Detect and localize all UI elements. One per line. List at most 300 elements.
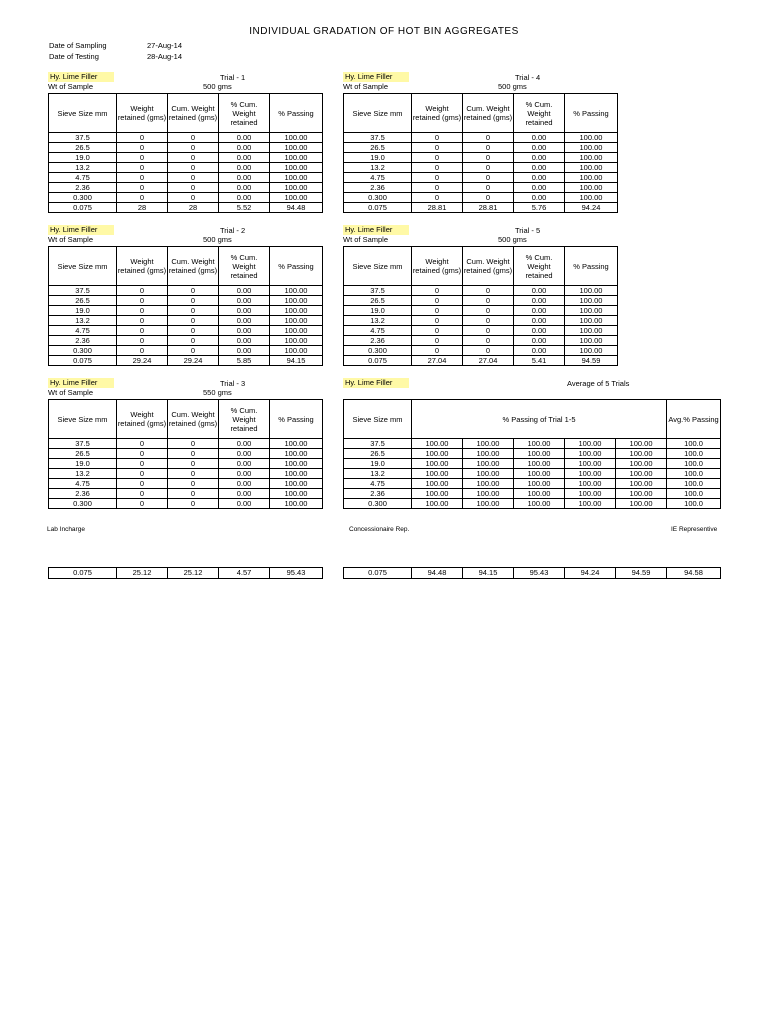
cell-weight: 0 [117, 489, 168, 499]
cell-pct-passing: 100.00 [565, 296, 618, 306]
cell-cum-weight: 0 [168, 336, 219, 346]
cell-weight: 0 [117, 439, 168, 449]
cell: 4.57 [219, 568, 270, 579]
cell-sieve: 13.2 [49, 316, 117, 326]
trial-5-table [343, 246, 618, 366]
cell-trial-2-passing: 100.00 [463, 459, 514, 469]
cell-weight: 0 [117, 449, 168, 459]
cell-trial-1-passing: 100.00 [412, 449, 463, 459]
cell-sieve: 37.5 [49, 133, 117, 143]
table-row [49, 439, 323, 449]
cell-pct-cum: 0.00 [219, 316, 270, 326]
cell-sieve: 26.5 [49, 143, 117, 153]
cell-pct-passing: 100.00 [270, 306, 323, 316]
cell-cum-weight: 0 [168, 286, 219, 296]
cell-sieve: 4.75 [49, 326, 117, 336]
cell-trial-2-passing: 100.00 [463, 439, 514, 449]
table-row [49, 173, 323, 183]
cell-pct-cum: 5.41 [514, 356, 565, 366]
cell-pct-passing: 100.00 [565, 326, 618, 336]
trial-3-bottom-row [48, 567, 323, 579]
cell-avg-passing: 100.0 [667, 489, 721, 499]
cell-weight: 0 [412, 193, 463, 203]
cell-weight: 28 [117, 203, 168, 213]
header-pct-cum: % Cum. Weight retained [514, 94, 565, 133]
cell-avg-passing: 100.0 [667, 479, 721, 489]
cell-pct-cum: 0.00 [219, 133, 270, 143]
cell-pct-cum: 0.00 [219, 173, 270, 183]
cell-trial-3-passing: 100.00 [514, 449, 565, 459]
table-row [344, 173, 618, 183]
cell-sieve: 0.075 [49, 203, 117, 213]
cell-trial-2-passing: 100.00 [463, 499, 514, 509]
trial-4-table [343, 93, 618, 213]
cell: 94.48 [412, 568, 463, 579]
cell-sieve: 0.300 [49, 193, 117, 203]
cell-pct-passing: 100.00 [270, 193, 323, 203]
cell-pct-cum: 0.00 [219, 306, 270, 316]
cell-pct-cum: 0.00 [514, 143, 565, 153]
cell-cum-weight: 0 [168, 163, 219, 173]
cell-sieve: 19.0 [49, 459, 117, 469]
trial-4-title: Trial - 4 [515, 73, 541, 82]
cell-cum-weight: 0 [463, 326, 514, 336]
cell-sieve: 37.5 [344, 439, 412, 449]
header-pct-passing: % Passing [565, 247, 618, 286]
cell-trial-1-passing: 100.00 [412, 439, 463, 449]
cell-trial-3-passing: 100.00 [514, 489, 565, 499]
cell-trial-1-passing: 100.00 [412, 469, 463, 479]
table-row [344, 479, 721, 489]
trial-4-wt-label: Wt of Sample [343, 82, 389, 91]
cell: 94.24 [565, 568, 616, 579]
cell-weight: 0 [117, 459, 168, 469]
table-row [344, 326, 618, 336]
table-row [49, 469, 323, 479]
cell-weight: 0 [117, 306, 168, 316]
header-cum-weight: Cum. Weight retained (gms) [463, 247, 514, 286]
cell-pct-passing: 100.00 [270, 489, 323, 499]
average-material-label: Hy. Lime Filler [343, 378, 409, 388]
cell-sieve: 0.300 [49, 346, 117, 356]
table-row [344, 193, 618, 203]
cell-weight: 0 [117, 296, 168, 306]
cell-cum-weight: 0 [168, 153, 219, 163]
table-row [344, 143, 618, 153]
lab-incharge-label: Lab Incharge [47, 526, 85, 533]
table-row [49, 336, 323, 346]
cell-pct-passing: 100.00 [565, 193, 618, 203]
cell-sieve: 37.5 [49, 286, 117, 296]
header-cum-weight: Cum. Weight retained (gms) [463, 94, 514, 133]
trial-2-table [48, 246, 323, 366]
cell-pct-passing: 100.00 [565, 173, 618, 183]
table-row [49, 489, 323, 499]
cell-pct-cum: 0.00 [514, 326, 565, 336]
table-row [344, 296, 618, 306]
cell-sieve: 19.0 [49, 153, 117, 163]
header-weight: Weight retained (gms) [117, 94, 168, 133]
cell-pct-passing: 100.00 [270, 336, 323, 346]
cell-trial-5-passing: 100.00 [616, 479, 667, 489]
cell-pct-passing: 100.00 [270, 296, 323, 306]
cell-pct-cum: 0.00 [219, 183, 270, 193]
table-row [344, 439, 721, 449]
cell-sieve: 26.5 [344, 449, 412, 459]
table-row [344, 346, 618, 356]
cell-avg-passing: 100.0 [667, 499, 721, 509]
cell-trial-1-passing: 100.00 [412, 499, 463, 509]
cell-pct-cum: 0.00 [219, 163, 270, 173]
cell: 0.075 [344, 568, 412, 579]
date-sampling-label: Date of Sampling [49, 41, 107, 50]
header-pct-passing: % Passing [270, 247, 323, 286]
cell-pct-passing: 100.00 [270, 133, 323, 143]
table-row [344, 469, 721, 479]
cell-trial-3-passing: 100.00 [514, 499, 565, 509]
average-title: Average of 5 Trials [567, 379, 630, 388]
table-row [49, 356, 323, 366]
cell: 25.12 [168, 568, 219, 579]
cell-cum-weight: 0 [463, 163, 514, 173]
header-pct-cum: % Cum. Weight retained [219, 247, 270, 286]
cell-sieve: 37.5 [49, 439, 117, 449]
cell-weight: 0 [117, 193, 168, 203]
cell-weight: 0 [412, 286, 463, 296]
cell-sieve: 2.36 [49, 183, 117, 193]
cell-weight: 0 [412, 296, 463, 306]
cell-sieve: 4.75 [344, 326, 412, 336]
cell-cum-weight: 0 [168, 449, 219, 459]
cell-trial-3-passing: 100.00 [514, 469, 565, 479]
cell-sieve: 2.36 [49, 489, 117, 499]
cell-trial-2-passing: 100.00 [463, 469, 514, 479]
cell-cum-weight: 29.24 [168, 356, 219, 366]
cell-trial-5-passing: 100.00 [616, 489, 667, 499]
cell-sieve: 4.75 [49, 173, 117, 183]
trial-5-wt-value: 500 gms [498, 235, 527, 244]
cell-pct-passing: 94.48 [270, 203, 323, 213]
cell-pct-cum: 0.00 [219, 326, 270, 336]
cell-cum-weight: 0 [168, 459, 219, 469]
header-pct-cum: % Cum. Weight retained [514, 247, 565, 286]
cell-sieve: 13.2 [344, 316, 412, 326]
cell-pct-cum: 0.00 [219, 286, 270, 296]
cell-weight: 0 [412, 143, 463, 153]
cell-weight: 0 [117, 143, 168, 153]
cell-cum-weight: 28.81 [463, 203, 514, 213]
cell: 95.43 [514, 568, 565, 579]
cell-trial-5-passing: 100.00 [616, 439, 667, 449]
table-row [344, 316, 618, 326]
cell-avg-passing: 100.0 [667, 439, 721, 449]
cell-sieve: 26.5 [49, 296, 117, 306]
header-weight: Weight retained (gms) [412, 247, 463, 286]
cell: 94.58 [667, 568, 721, 579]
trial-1-wt-label: Wt of Sample [48, 82, 94, 91]
table-row [344, 133, 618, 143]
cell-pct-cum: 0.00 [219, 153, 270, 163]
cell-sieve: 26.5 [344, 143, 412, 153]
cell-cum-weight: 28 [168, 203, 219, 213]
table-row [344, 286, 618, 296]
cell-sieve: 19.0 [344, 153, 412, 163]
table-row [49, 306, 323, 316]
date-testing-label: Date of Testing [49, 52, 99, 61]
cell-cum-weight: 0 [168, 316, 219, 326]
table-row [344, 183, 618, 193]
cell-pct-cum: 5.85 [219, 356, 270, 366]
header-sieve: Sieve Size mm [49, 247, 117, 286]
cell-pct-cum: 0.00 [219, 439, 270, 449]
cell-trial-1-passing: 100.00 [412, 459, 463, 469]
cell-weight: 0 [117, 133, 168, 143]
cell-weight: 0 [117, 469, 168, 479]
cell-sieve: 0.300 [344, 346, 412, 356]
cell-pct-passing: 100.00 [565, 336, 618, 346]
cell-pct-cum: 0.00 [219, 296, 270, 306]
cell-cum-weight: 0 [463, 316, 514, 326]
cell-pct-passing: 100.00 [270, 499, 323, 509]
cell-weight: 28.81 [412, 203, 463, 213]
cell-sieve: 4.75 [344, 173, 412, 183]
cell-sieve: 26.5 [344, 296, 412, 306]
table-row [344, 306, 618, 316]
cell-pct-passing: 100.00 [565, 153, 618, 163]
cell-sieve: 13.2 [344, 469, 412, 479]
table-row [344, 449, 721, 459]
cell-trial-1-passing: 100.00 [412, 489, 463, 499]
cell-pct-passing: 100.00 [565, 346, 618, 356]
trial-3-wt-value: 550 gms [203, 388, 232, 397]
cell-pct-cum: 0.00 [514, 316, 565, 326]
cell-trial-2-passing: 100.00 [463, 449, 514, 459]
cell-sieve: 13.2 [49, 163, 117, 173]
trial-2-wt-value: 500 gms [203, 235, 232, 244]
table-row [344, 459, 721, 469]
cell-weight: 0 [117, 346, 168, 356]
cell-weight: 0 [412, 316, 463, 326]
cell-pct-cum: 0.00 [219, 449, 270, 459]
cell-avg-passing: 100.0 [667, 459, 721, 469]
cell: 94.15 [463, 568, 514, 579]
header-pct-passing: % Passing [270, 400, 323, 439]
cell-pct-cum: 0.00 [514, 306, 565, 316]
cell: 95.43 [270, 568, 323, 579]
cell-sieve: 2.36 [344, 489, 412, 499]
cell-cum-weight: 0 [168, 469, 219, 479]
cell-pct-cum: 0.00 [514, 133, 565, 143]
cell: 0.075 [49, 568, 117, 579]
cell-weight: 0 [412, 326, 463, 336]
header-weight: Weight retained (gms) [412, 94, 463, 133]
cell-pct-cum: 0.00 [514, 286, 565, 296]
cell-pct-passing: 100.00 [565, 143, 618, 153]
cell-pct-passing: 100.00 [270, 326, 323, 336]
table-row [49, 499, 323, 509]
cell-pct-passing: 100.00 [270, 439, 323, 449]
ie-representative-label: IE Representive [671, 526, 718, 533]
cell-weight: 0 [412, 153, 463, 163]
cell-trial-4-passing: 100.00 [565, 479, 616, 489]
cell-cum-weight: 0 [168, 479, 219, 489]
cell-pct-passing: 100.00 [270, 479, 323, 489]
table-row [344, 336, 618, 346]
table-row [49, 296, 323, 306]
cell-sieve: 37.5 [344, 133, 412, 143]
cell-weight: 0 [412, 346, 463, 356]
cell-pct-cum: 0.00 [219, 193, 270, 203]
cell-pct-cum: 5.76 [514, 203, 565, 213]
cell-cum-weight: 0 [168, 296, 219, 306]
trial-3-title: Trial - 3 [220, 379, 246, 388]
cell-pct-passing: 100.00 [270, 153, 323, 163]
table-row [49, 568, 323, 579]
cell-trial-4-passing: 100.00 [565, 459, 616, 469]
cell-pct-cum: 5.52 [219, 203, 270, 213]
cell-weight: 0 [412, 163, 463, 173]
header-sieve: Sieve Size mm [49, 400, 117, 439]
page-title: INDIVIDUAL GRADATION OF HOT BIN AGGREGATES [249, 26, 519, 37]
cell-weight: 0 [117, 153, 168, 163]
cell-sieve: 19.0 [344, 306, 412, 316]
cell-cum-weight: 0 [168, 173, 219, 183]
cell-cum-weight: 0 [168, 439, 219, 449]
cell-pct-cum: 0.00 [514, 193, 565, 203]
cell-sieve: 19.0 [344, 459, 412, 469]
avg-header-sieve: Sieve Size mm [344, 400, 412, 439]
avg-header-avg: Avg.% Passing [667, 400, 721, 439]
cell-cum-weight: 0 [168, 183, 219, 193]
trial-5-title: Trial - 5 [515, 226, 541, 235]
table-row [344, 356, 618, 366]
trial-5-material-label: Hy. Lime Filler [343, 225, 409, 235]
cell-sieve: 4.75 [344, 479, 412, 489]
cell-pct-passing: 100.00 [270, 173, 323, 183]
cell-sieve: 0.075 [344, 356, 412, 366]
cell-trial-4-passing: 100.00 [565, 499, 616, 509]
cell-avg-passing: 100.0 [667, 469, 721, 479]
cell-pct-cum: 0.00 [219, 459, 270, 469]
cell-cum-weight: 0 [463, 346, 514, 356]
trial-4-material-label: Hy. Lime Filler [343, 72, 409, 82]
cell-pct-passing: 100.00 [565, 183, 618, 193]
cell-weight: 0 [117, 336, 168, 346]
table-row [49, 316, 323, 326]
trial-2-wt-label: Wt of Sample [48, 235, 94, 244]
cell-sieve: 0.300 [344, 193, 412, 203]
cell-pct-passing: 100.00 [270, 469, 323, 479]
table-row [49, 133, 323, 143]
cell-pct-cum: 0.00 [219, 143, 270, 153]
cell-cum-weight: 0 [463, 143, 514, 153]
table-row [49, 143, 323, 153]
cell-pct-cum: 0.00 [514, 153, 565, 163]
cell: 94.59 [616, 568, 667, 579]
cell-pct-passing: 100.00 [565, 163, 618, 173]
cell-pct-passing: 100.00 [270, 316, 323, 326]
cell-cum-weight: 0 [168, 143, 219, 153]
cell-weight: 0 [412, 336, 463, 346]
cell-pct-passing: 100.00 [270, 449, 323, 459]
cell-cum-weight: 0 [463, 286, 514, 296]
cell-weight: 0 [117, 499, 168, 509]
cell-pct-passing: 100.00 [565, 316, 618, 326]
header-pct-passing: % Passing [565, 94, 618, 133]
cell-cum-weight: 0 [168, 193, 219, 203]
trial-3-material-label: Hy. Lime Filler [48, 378, 114, 388]
cell-sieve: 26.5 [49, 449, 117, 459]
table-row [344, 203, 618, 213]
cell-pct-cum: 0.00 [219, 336, 270, 346]
cell-cum-weight: 0 [463, 336, 514, 346]
cell-pct-cum: 0.00 [219, 469, 270, 479]
header-cum-weight: Cum. Weight retained (gms) [168, 400, 219, 439]
cell-weight: 27.04 [412, 356, 463, 366]
cell-sieve: 4.75 [49, 479, 117, 489]
header-pct-passing: % Passing [270, 94, 323, 133]
cell-pct-cum: 0.00 [219, 346, 270, 356]
cell-sieve: 0.300 [344, 499, 412, 509]
trial-1-material-label: Hy. Lime Filler [48, 72, 114, 82]
cell-pct-passing: 94.59 [565, 356, 618, 366]
cell-weight: 0 [412, 133, 463, 143]
cell-sieve: 0.075 [344, 203, 412, 213]
cell-pct-passing: 100.00 [270, 459, 323, 469]
cell-pct-passing: 100.00 [270, 183, 323, 193]
cell-weight: 29.24 [117, 356, 168, 366]
average-bottom-row [343, 567, 721, 579]
cell-trial-1-passing: 100.00 [412, 479, 463, 489]
cell-cum-weight: 0 [463, 306, 514, 316]
cell-cum-weight: 0 [463, 153, 514, 163]
cell-cum-weight: 0 [168, 346, 219, 356]
header-weight: Weight retained (gms) [117, 247, 168, 286]
trial-5-wt-label: Wt of Sample [343, 235, 389, 244]
trial-2-title: Trial - 2 [220, 226, 246, 235]
cell-avg-passing: 100.0 [667, 449, 721, 459]
cell-trial-2-passing: 100.00 [463, 489, 514, 499]
cell-weight: 0 [412, 306, 463, 316]
date-testing-value: 28-Aug-14 [147, 52, 183, 61]
table-row [344, 489, 721, 499]
cell-cum-weight: 0 [168, 499, 219, 509]
cell-cum-weight: 0 [463, 183, 514, 193]
table-row [49, 153, 323, 163]
trial-1-title: Trial - 1 [220, 73, 246, 82]
cell-sieve: 2.36 [344, 183, 412, 193]
cell-weight: 0 [117, 183, 168, 193]
cell-cum-weight: 0 [168, 306, 219, 316]
cell-sieve: 13.2 [49, 469, 117, 479]
cell-pct-cum: 0.00 [514, 346, 565, 356]
cell-weight: 0 [117, 163, 168, 173]
cell-cum-weight: 0 [168, 489, 219, 499]
cell-sieve: 19.0 [49, 306, 117, 316]
cell-pct-cum: 0.00 [514, 296, 565, 306]
table-row [49, 203, 323, 213]
cell-sieve: 2.36 [49, 336, 117, 346]
table-row [344, 568, 721, 579]
table-row [49, 449, 323, 459]
cell-weight: 0 [117, 316, 168, 326]
header-pct-cum: % Cum. Weight retained [219, 400, 270, 439]
cell-pct-cum: 0.00 [514, 183, 565, 193]
cell-pct-passing: 100.00 [270, 143, 323, 153]
cell-sieve: 0.300 [49, 499, 117, 509]
cell-pct-cum: 0.00 [514, 336, 565, 346]
header-sieve: Sieve Size mm [344, 94, 412, 133]
